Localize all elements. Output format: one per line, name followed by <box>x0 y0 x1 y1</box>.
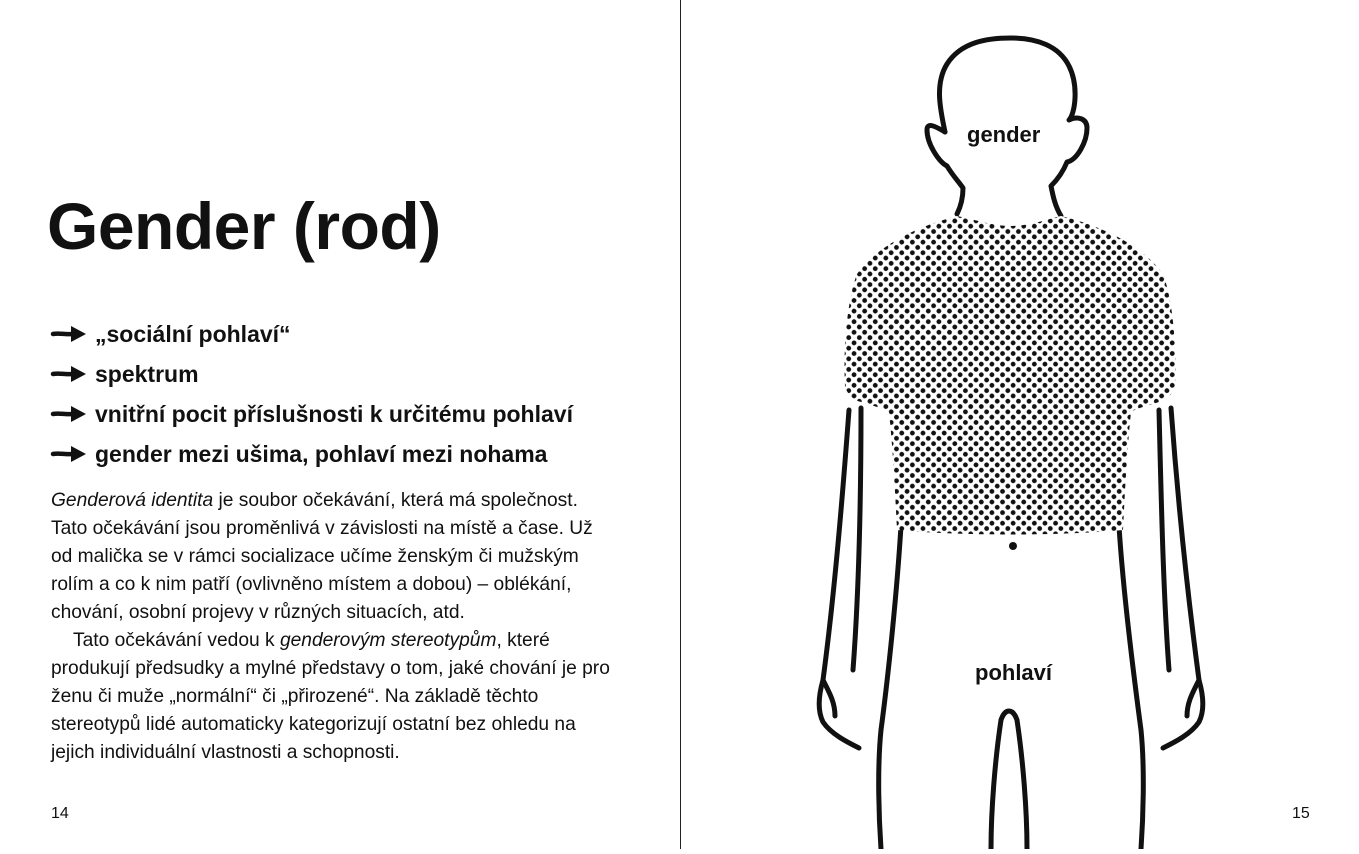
right-page <box>681 0 1359 849</box>
emphasis: Genderová identita <box>51 490 214 511</box>
bullet-text: spektrum <box>95 360 199 387</box>
paragraph-text: je soubor očekávání, která má společnost. Tato očekávání jsou proměnlivá v závislosti na místě a čase. Už od malička se v rámci socializace učíme ženským či mužským rolím a co k nim patří (ovlivněno místem a dobou) – oblékání, chování, osobní projevy v různých situacích, atd. <box>51 490 593 623</box>
body-label: pohlaví <box>975 660 1053 685</box>
list-item <box>50 434 573 474</box>
arrow-right-icon <box>50 403 88 425</box>
bullet-text: „sociální pohlaví“ <box>95 320 291 347</box>
head-label: gender <box>967 122 1041 147</box>
list-item <box>50 314 573 354</box>
paragraph <box>51 487 611 627</box>
arrow-right-icon <box>50 323 88 345</box>
page-number: 15 <box>1292 805 1310 822</box>
left-page <box>0 0 680 849</box>
list-item <box>50 394 573 434</box>
arrow-right-icon <box>50 443 88 465</box>
paragraph <box>51 627 611 767</box>
emphasis: genderovým stereotypům <box>279 630 497 651</box>
bullet-text: vnitřní pocit příslušnosti k určitému pohlaví <box>95 400 573 427</box>
paragraph-text: Tato očekávání vedou k <box>73 630 280 651</box>
human-figure-icon <box>801 30 1221 849</box>
body-text <box>51 487 611 767</box>
list-item <box>50 354 573 394</box>
page-title: Gender (rod) <box>47 189 441 263</box>
body-illustration <box>801 30 1221 849</box>
arrow-right-icon <box>50 363 88 385</box>
bullet-text: gender mezi ušima, pohlaví mezi nohama <box>95 440 548 467</box>
bullet-list <box>50 314 573 474</box>
paragraph-text: , které produkují předsudky a mylné představy o tom, jaké chování je pro ženu či muže „normální“ či „přirozené“. Na základě těchto stereotypů lidé automaticky kategorizují ostatní bez ohledu na jejich individuální vlastnosti a schopnosti. <box>51 630 610 763</box>
page-number: 14 <box>51 805 69 822</box>
